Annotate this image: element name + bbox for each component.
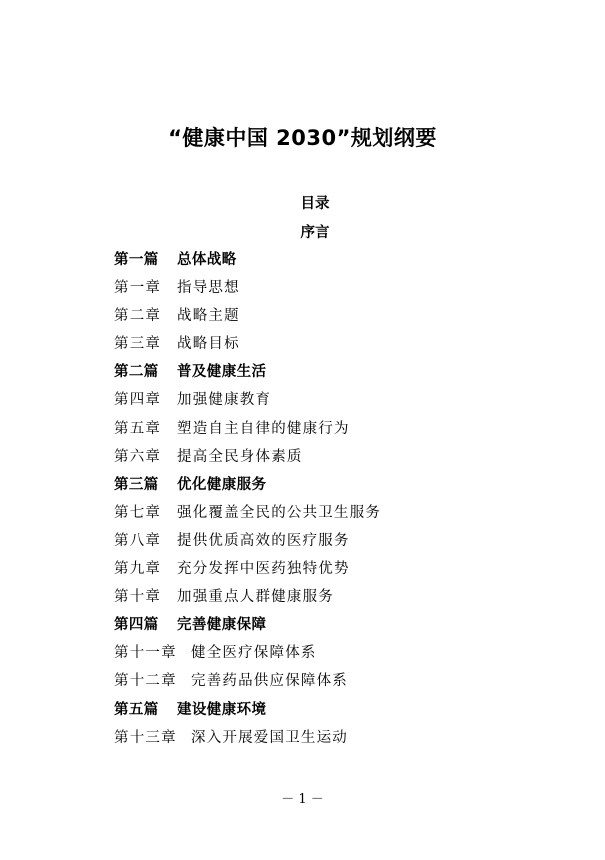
toc-entry-title: 提高全民身体素质 (177, 448, 303, 465)
toc-entry-number: 第四章 (114, 392, 162, 409)
preface-heading: 序言 (300, 225, 330, 241)
toc-entry-number: 第七章 (114, 504, 162, 521)
document-title: “健康中国 2030”规划纲要 (168, 126, 437, 150)
toc-entry-title: 充分发挥中医药独特优势 (177, 561, 350, 578)
toc-heading: 目录 (300, 196, 330, 212)
toc-entry-title: 指导思想 (177, 280, 240, 297)
toc-part-entry (114, 471, 381, 499)
page-number: － 1 － (281, 792, 324, 807)
toc-entry-title: 塑造自主自律的健康行为 (177, 420, 350, 437)
toc-chapter-entry (114, 330, 381, 358)
toc-entry-number: 第十章 (114, 589, 162, 606)
toc-entry-number: 第五篇 (114, 701, 159, 718)
toc-entry-title: 健全医疗保障体系 (191, 645, 317, 662)
toc-part-entry (114, 358, 381, 386)
toc-entry-number: 第十三章 (114, 729, 177, 746)
toc-chapter-entry (114, 302, 381, 330)
toc-chapter-entry (114, 415, 381, 443)
toc-entry-number: 第八章 (114, 532, 162, 549)
toc-chapter-entry (114, 555, 381, 583)
toc-chapter-entry (114, 639, 381, 667)
toc-entry-number: 第一章 (114, 280, 162, 297)
toc-entry-title: 战略主题 (177, 308, 240, 325)
toc-entry-number: 第一篇 (114, 252, 159, 268)
toc-entry-title: 建设健康环境 (177, 701, 267, 718)
toc-part-entry (114, 246, 381, 274)
toc-part-entry (114, 696, 381, 724)
toc-chapter-entry (114, 499, 381, 527)
toc-entry-title: 完善健康保障 (177, 617, 267, 634)
toc-chapter-entry (114, 667, 381, 695)
toc-entry-number: 第二篇 (114, 364, 159, 381)
toc-entry-number: 第十二章 (114, 673, 177, 690)
toc-entry-number: 第十一章 (114, 645, 177, 662)
toc-entry-title: 深入开展爱国卫生运动 (191, 729, 348, 746)
toc-chapter-entry (114, 443, 381, 471)
toc-entry-title: 战略目标 (177, 336, 240, 353)
toc-entry-title: 优化健康服务 (177, 476, 267, 493)
toc-entry-title: 普及健康生活 (177, 364, 267, 381)
toc-entry-number: 第二章 (114, 308, 162, 325)
toc-entry-title: 完善药品供应保障体系 (191, 673, 348, 690)
toc-entry-title: 强化覆盖全民的公共卫生服务 (177, 504, 382, 521)
toc-entry-number: 第四篇 (114, 617, 159, 634)
toc-entry-number: 第五章 (114, 420, 162, 437)
toc-entry-title: 总体战略 (177, 252, 237, 268)
toc-entry-number: 第三篇 (114, 476, 159, 493)
toc-chapter-entry (114, 386, 381, 414)
toc-entry-number: 第六章 (114, 448, 162, 465)
toc-entry-number: 第三章 (114, 336, 162, 353)
toc-chapter-entry (114, 583, 381, 611)
toc-entry-title: 加强健康教育 (177, 392, 272, 409)
toc-part-entry (114, 611, 381, 639)
toc-entry-title: 加强重点人群健康服务 (177, 589, 334, 606)
toc-entry-number: 第九章 (114, 561, 162, 578)
table-of-contents (114, 246, 381, 752)
toc-chapter-entry (114, 724, 381, 752)
toc-entry-title: 提供优质高效的医疗服务 (177, 532, 350, 549)
toc-chapter-entry (114, 274, 381, 302)
toc-chapter-entry (114, 527, 381, 555)
